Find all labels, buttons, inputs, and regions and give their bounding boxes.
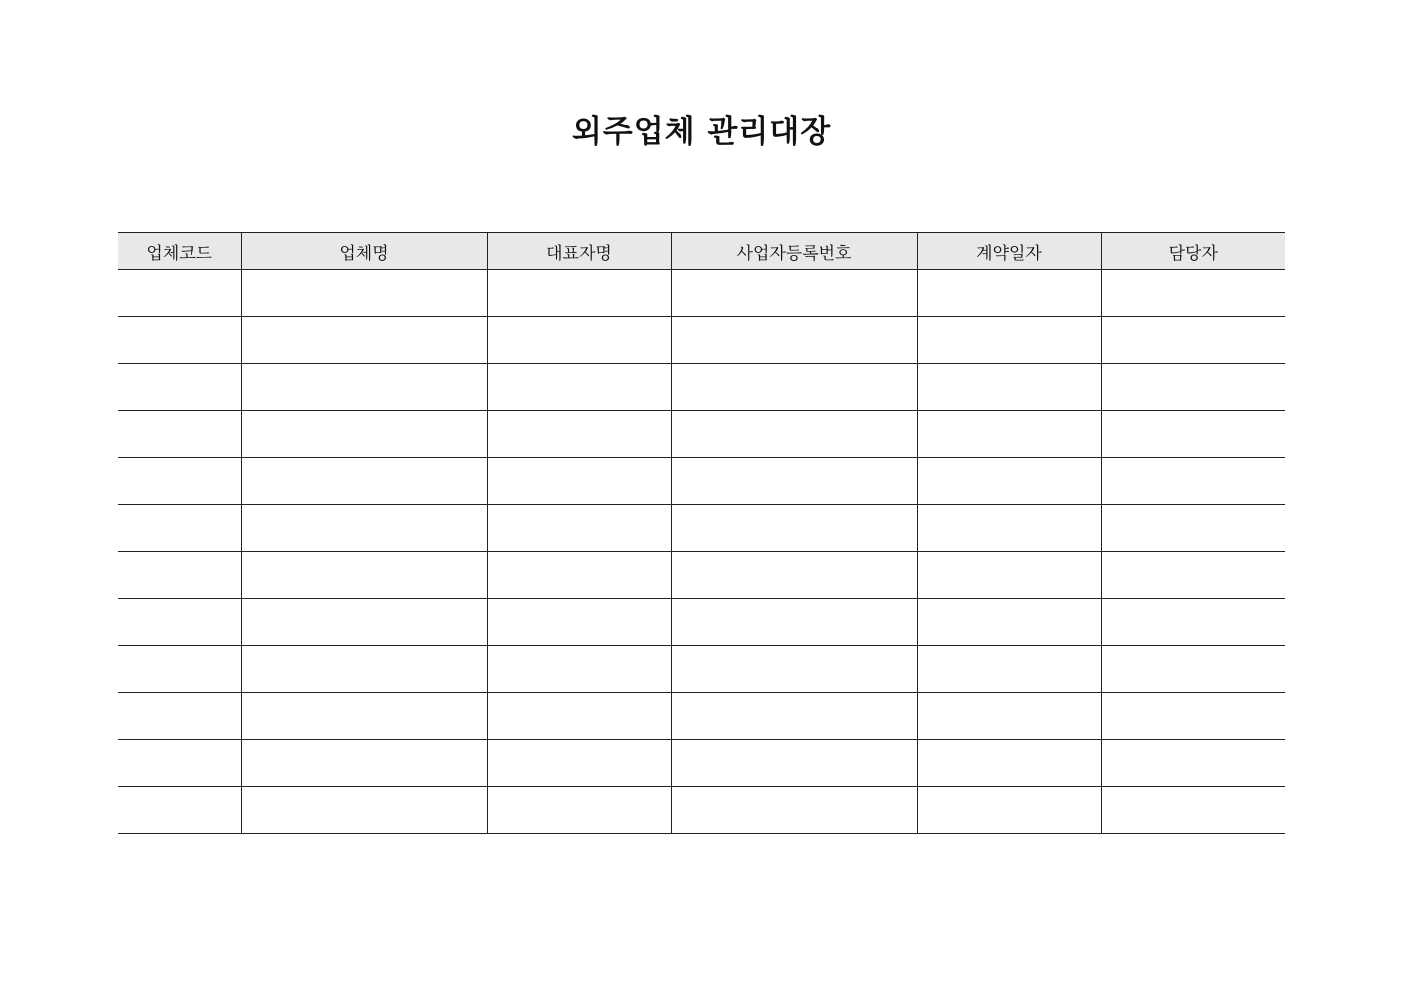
table-row [118,505,1285,552]
cell-manager[interactable] [1101,317,1285,364]
cell-representative-name[interactable] [487,646,671,693]
table-row [118,458,1285,505]
cell-contract-date[interactable] [917,787,1101,834]
page-title: 외주업체 관리대장 [571,114,832,150]
table-row [118,646,1285,693]
cell-vendor-name[interactable] [241,787,487,834]
cell-business-registration-number[interactable] [671,646,917,693]
cell-business-registration-number[interactable] [671,270,917,317]
cell-business-registration-number[interactable] [671,317,917,364]
table-row [118,364,1285,411]
column-header-business-registration-number: 사업자등록번호 [671,233,917,270]
cell-vendor-name[interactable] [241,740,487,787]
column-header-contract-date: 계약일자 [917,233,1101,270]
cell-business-registration-number[interactable] [671,552,917,599]
cell-vendor-code[interactable] [118,740,241,787]
cell-contract-date[interactable] [917,411,1101,458]
cell-vendor-name[interactable] [241,599,487,646]
cell-contract-date[interactable] [917,270,1101,317]
cell-contract-date[interactable] [917,364,1101,411]
column-header-representative-name: 대표자명 [487,233,671,270]
cell-manager[interactable] [1101,552,1285,599]
cell-vendor-code[interactable] [118,411,241,458]
table-row [118,787,1285,834]
cell-vendor-code[interactable] [118,646,241,693]
table-row [118,693,1285,740]
table-row [118,270,1285,317]
cell-manager[interactable] [1101,740,1285,787]
cell-vendor-name[interactable] [241,458,487,505]
cell-business-registration-number[interactable] [671,411,917,458]
cell-vendor-code[interactable] [118,787,241,834]
cell-vendor-code[interactable] [118,270,241,317]
cell-vendor-code[interactable] [118,317,241,364]
table-row [118,552,1285,599]
cell-vendor-code[interactable] [118,364,241,411]
cell-vendor-name[interactable] [241,552,487,599]
cell-representative-name[interactable] [487,458,671,505]
cell-manager[interactable] [1101,599,1285,646]
vendor-ledger-table [118,232,1285,834]
cell-vendor-code[interactable] [118,552,241,599]
cell-business-registration-number[interactable] [671,693,917,740]
cell-manager[interactable] [1101,270,1285,317]
cell-business-registration-number[interactable] [671,740,917,787]
cell-representative-name[interactable] [487,505,671,552]
cell-vendor-name[interactable] [241,270,487,317]
cell-contract-date[interactable] [917,505,1101,552]
cell-manager[interactable] [1101,787,1285,834]
cell-representative-name[interactable] [487,740,671,787]
cell-manager[interactable] [1101,411,1285,458]
cell-representative-name[interactable] [487,317,671,364]
cell-representative-name[interactable] [487,411,671,458]
table-row [118,740,1285,787]
cell-vendor-name[interactable] [241,646,487,693]
column-header-vendor-code: 업체코드 [118,233,241,270]
column-header-vendor-name: 업체명 [241,233,487,270]
cell-representative-name[interactable] [487,787,671,834]
cell-business-registration-number[interactable] [671,599,917,646]
cell-manager[interactable] [1101,458,1285,505]
cell-business-registration-number[interactable] [671,787,917,834]
cell-vendor-code[interactable] [118,458,241,505]
cell-contract-date[interactable] [917,599,1101,646]
cell-vendor-code[interactable] [118,505,241,552]
cell-vendor-name[interactable] [241,693,487,740]
cell-vendor-code[interactable] [118,599,241,646]
table-row [118,411,1285,458]
cell-contract-date[interactable] [917,317,1101,364]
cell-vendor-name[interactable] [241,411,487,458]
cell-manager[interactable] [1101,693,1285,740]
cell-vendor-name[interactable] [241,505,487,552]
cell-vendor-name[interactable] [241,364,487,411]
cell-manager[interactable] [1101,505,1285,552]
table-body [118,270,1285,834]
cell-contract-date[interactable] [917,458,1101,505]
cell-vendor-code[interactable] [118,693,241,740]
cell-representative-name[interactable] [487,552,671,599]
cell-business-registration-number[interactable] [671,458,917,505]
column-header-manager: 담당자 [1101,233,1285,270]
cell-manager[interactable] [1101,646,1285,693]
cell-contract-date[interactable] [917,646,1101,693]
cell-business-registration-number[interactable] [671,505,917,552]
cell-manager[interactable] [1101,364,1285,411]
cell-contract-date[interactable] [917,740,1101,787]
cell-business-registration-number[interactable] [671,364,917,411]
table-row [118,599,1285,646]
cell-representative-name[interactable] [487,364,671,411]
table-header-row [118,233,1285,270]
cell-vendor-name[interactable] [241,317,487,364]
cell-representative-name[interactable] [487,693,671,740]
cell-representative-name[interactable] [487,599,671,646]
cell-contract-date[interactable] [917,693,1101,740]
table-row [118,317,1285,364]
cell-representative-name[interactable] [487,270,671,317]
cell-contract-date[interactable] [917,552,1101,599]
